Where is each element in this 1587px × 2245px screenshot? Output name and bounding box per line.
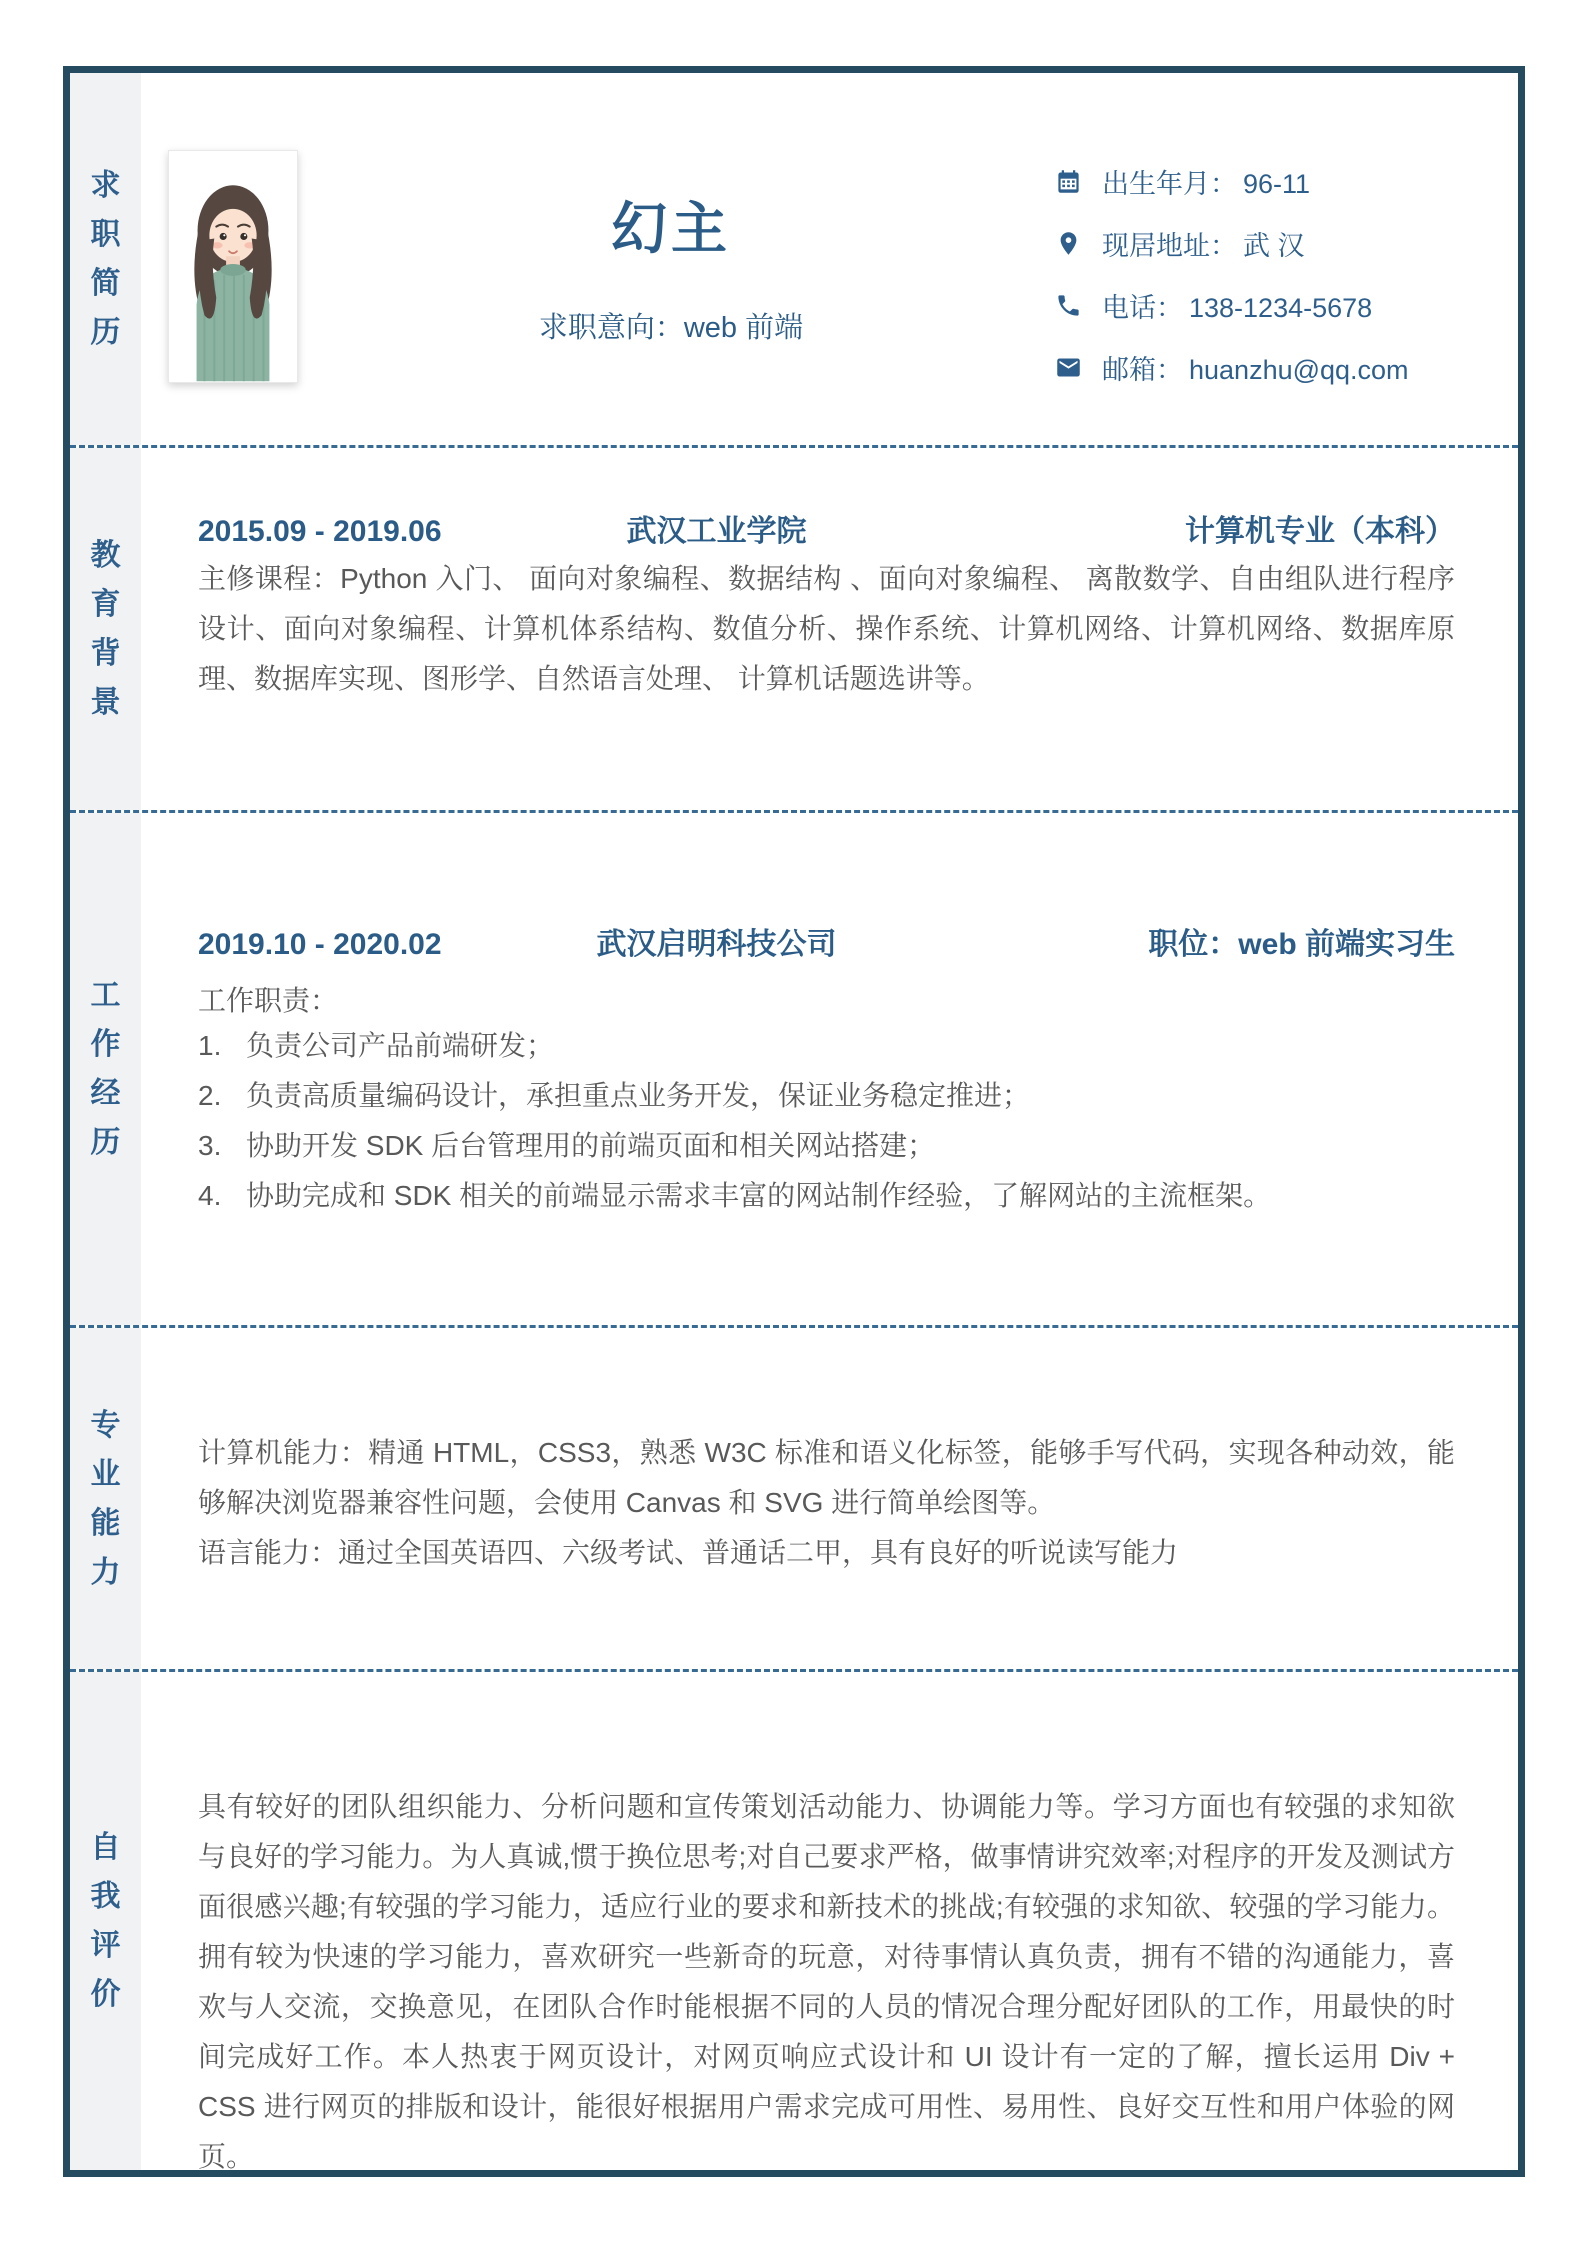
education-major: 计算机专业（本科） xyxy=(1185,515,1455,548)
duty-number: 3. xyxy=(198,1130,222,1161)
person-name: 幻主 xyxy=(611,197,731,260)
skills-computer: 计算机能力：精通 HTML，CSS3，熟悉 W3C 标准和语义化标签，能够手写代码，实现各种动效，能够解决浏览器兼容性问题，会使用 Canvas 和 SVG 进行简单绘图等。 xyxy=(198,1437,1455,1518)
contact-birth-label: 出生年月： xyxy=(1102,168,1237,199)
phone-icon xyxy=(1055,292,1082,319)
self-evaluation-text: 具有较好的团队组织能力、分析问题和宣传策划活动能力、协调能力等。学习方面也有较强的求知欲与良好的学习能力。为人真诚,惯于换位思考;对自己要求严格，做事情讲究效率;对程序的开发及测试方面很感兴趣;有较强的学习能力，适应行业的要求和新技术的挑战;有较强的求知欲、较强的学习能力。拥有较为快速的学习能力，喜欢研究一些新奇的玩意，对待事情认真负责，拥有不错的沟通能力，喜欢与人交流，交换意见，在团队合作时能根据不同的人员的情况合理分配好团队的工作，用最快的时间完成好工作。本人热衷于网页设计，对网页响应式设计和 UI 设计有一定的了解，擅长运用 Div + CSS 进行网页的排版和设计，能很好根据用户需求完成可用性、易用性、良好交互性和用户体验的网页。 xyxy=(198,1791,1455,2172)
work-period: 2019.10 - 2020.02 xyxy=(198,928,442,961)
avatar-illustration xyxy=(169,151,297,382)
work-position: 职位：web 前端实习生 xyxy=(1148,928,1455,961)
sidebar-label-skills: 专业能力 xyxy=(90,1408,121,1589)
duty-item xyxy=(198,1071,1455,1121)
contact-email xyxy=(1102,348,1409,387)
calendar-icon xyxy=(1055,168,1082,195)
education-period: 2015.09 - 2019.06 xyxy=(198,515,442,548)
duty-text: 协助完成和 SDK 相关的前端显示需求丰富的网站制作经验，了解网站的主流框架。 xyxy=(246,1180,1272,1211)
duty-number: 2. xyxy=(198,1080,222,1111)
contact-list xyxy=(1055,150,1409,398)
profile-photo xyxy=(168,150,298,383)
sidebar-label-education: 教育背景 xyxy=(90,539,121,719)
skills-language: 语言能力：通过全国英语四、六级考试、普通话二甲，具有良好的听说读写能力 xyxy=(198,1537,1179,1568)
contact-row-email xyxy=(1055,336,1409,398)
contact-phone-label: 电话： xyxy=(1102,292,1183,323)
location-icon xyxy=(1055,230,1082,257)
education-header xyxy=(198,506,1455,550)
skills-block xyxy=(198,1428,1455,1578)
duty-number: 4. xyxy=(198,1180,222,1211)
contact-email-value: huanzhu@qq.com xyxy=(1189,354,1409,385)
sidebar-strip-work xyxy=(70,813,141,1325)
section-skills xyxy=(70,1328,1518,1672)
profile-content xyxy=(141,73,1518,445)
duty-item xyxy=(198,1171,1455,1221)
section-work xyxy=(70,813,1518,1328)
duty-item xyxy=(198,1021,1455,1071)
contact-address-value: 武 汉 xyxy=(1243,230,1305,261)
sidebar-strip-skills xyxy=(70,1328,141,1669)
work-duty-title: 工作职责： xyxy=(198,985,339,1016)
section-education xyxy=(70,448,1518,813)
contact-address xyxy=(1102,224,1305,263)
contact-birth xyxy=(1102,162,1310,201)
contact-email-label: 邮箱： xyxy=(1102,354,1183,385)
work-company: 武汉启明科技公司 xyxy=(596,928,837,961)
section-self-evaluation xyxy=(70,1672,1518,2170)
mail-icon xyxy=(1055,354,1082,381)
work-content xyxy=(141,813,1518,1325)
contact-phone xyxy=(1102,286,1372,325)
sidebar-label-self: 自我评价 xyxy=(90,1831,121,2011)
contact-phone-value: 138-1234-5678 xyxy=(1189,292,1373,323)
work-header xyxy=(198,919,1455,963)
contact-row-phone xyxy=(1055,274,1409,336)
duty-text: 协助开发 SDK 后台管理用的前端页面和相关网站搭建； xyxy=(246,1130,936,1161)
sidebar-strip-profile xyxy=(70,73,141,445)
name-block xyxy=(321,198,1021,346)
education-courses: 主修课程：Python 入门、 面向对象编程、数据结构 、面向对象编程、 离散数学、自由组队进行程序设计、面向对象编程、计算机体系结构、数值分析、操作系统、计算机网络、计算机网络、数据库原理、数据库实现、图形学、自然语言处理、 计算机话题选讲等。 xyxy=(198,563,1455,694)
duty-item xyxy=(198,1121,1455,1171)
job-intention: 求职意向：web 前端 xyxy=(538,312,804,344)
sidebar-strip-education xyxy=(70,448,141,810)
work-duty-list xyxy=(198,1021,1455,1221)
education-content xyxy=(141,448,1518,810)
section-profile xyxy=(70,73,1518,448)
resume-frame xyxy=(63,66,1525,2177)
sidebar-label-resume: 求职简历 xyxy=(90,169,121,349)
contact-address-label: 现居地址： xyxy=(1102,230,1237,261)
self-evaluation-content xyxy=(141,1672,1518,2170)
duty-text: 负责高质量编码设计，承担重点业务开发，保证业务稳定推进； xyxy=(246,1080,1031,1111)
skills-content xyxy=(141,1328,1518,1669)
education-school: 武汉工业学院 xyxy=(626,515,807,548)
sidebar-strip-self xyxy=(70,1672,141,2170)
duty-text: 负责公司产品前端研发； xyxy=(246,1030,555,1061)
contact-row-birth xyxy=(1055,150,1409,212)
duty-number: 1. xyxy=(198,1030,222,1061)
contact-birth-value: 96-11 xyxy=(1243,168,1311,199)
contact-row-address xyxy=(1055,212,1409,274)
sidebar-label-work: 工作经历 xyxy=(90,979,121,1159)
